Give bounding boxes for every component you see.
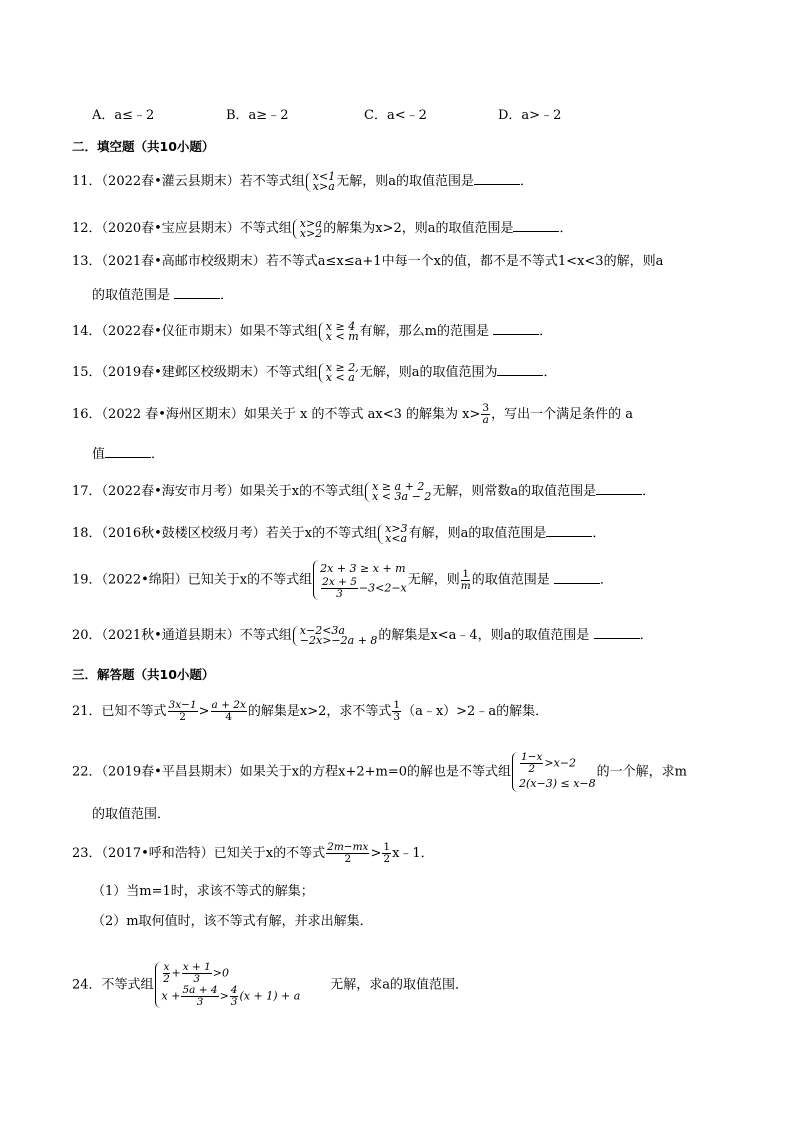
question-23-part-2: （2）m取何值时，该不等式有解，并求出解集． (92, 914, 373, 929)
fraction: $\frac{a + 2x}{4}$ (211, 699, 246, 723)
question-text: 的取值范围是 (92, 288, 171, 303)
option-b: B．a≥﹣2 (226, 108, 289, 123)
question-text: 24．不等式组 (72, 977, 154, 993)
question-text: 22．（2019春•平昌县期末）如果关于x的方程x+2+m=0的解也是不等式组 (72, 764, 512, 780)
system-row: x < a (325, 370, 355, 384)
question-22 (72, 752, 687, 792)
system-row: x>2 (299, 226, 323, 240)
fraction: $\frac{2m-mx}{2}$ (327, 841, 369, 865)
question-text: 值 (92, 447, 106, 462)
question-22-cont: 的取值范围． (92, 807, 171, 822)
answer-blank[interactable] (493, 322, 539, 335)
question-23-part-1: （1）当m=1时，求该不等式的解集； (92, 884, 314, 899)
question-19: 19．（2022•绵阳）已知关于x的不等式组 2x + 3 ≥ x + m $\frac{2x + 5}{3}$ −3<2−x 无解，则 $\frac{1}{m}$ 的取值范围是 ． (72, 562, 613, 600)
question-15: 15．（2019春•建邺区校级期末）不等式组 x ≥ 2, x < a 无解，则a的取值范围为 ． (72, 360, 557, 384)
system-row: x ≥ a + 2 (372, 479, 425, 493)
inequality-system (319, 360, 359, 384)
question-text: x﹣1． (392, 846, 434, 861)
question-text: 19．（2022•绵阳）已知关于x的不等式组 (72, 572, 313, 588)
question-text: 23．（2017•呼和浩特）已知关于x的不等式 (72, 846, 326, 861)
question-text: 的一个解，求m (596, 764, 687, 780)
system-row: x−2<3a (299, 623, 345, 637)
system-row: x + $\frac{5a + 4}{3}$ > $\frac{4}{3}$ (x + 1) + a (161, 984, 301, 1008)
system-row: $\frac{1-x}{2}$ >x−2 (521, 751, 577, 775)
question-21: 21．已知不等式 $\frac{3x-1}{2}$ > $\frac{a + 2x}{4}$ 的解集是x>2，求不等式 $\frac{1}{3}$ （a﹣x）>2﹣a的解集． (72, 699, 549, 723)
question-18: 18．（2016秋•鼓楼区校级月考）若关于x的不等式组 x>3 x<a 有解，则a的取值范围是 ． (72, 521, 606, 545)
question-11: 11．（2022春•灌云县期末）若不等式组 x<1 x>a 无解，则a的取值范围是 ． (72, 169, 533, 193)
option-a: A．a≤﹣2 (92, 108, 155, 123)
inequality-system (155, 962, 301, 1008)
fraction: $\frac{1}{3}$ (393, 699, 401, 723)
option-c: C．a<﹣2 (364, 108, 427, 123)
question-text: 的解集为x>2，则a的取值范围是 (323, 221, 514, 236)
inequality-system (293, 216, 323, 240)
answer-blank[interactable] (474, 172, 520, 185)
system-row: x < m (325, 329, 359, 343)
question-13: 13．（2021春•高邮市校级期末）若不等式a≤x≤a+1中每一个x的值，都不是不等式1<x<3的解，则a (72, 254, 664, 269)
question-text: 无解，则 (407, 572, 460, 588)
question-16 (72, 403, 633, 426)
question-text: 有解，那么m的范围是 (359, 324, 489, 339)
answer-blank[interactable] (554, 571, 600, 584)
answer-blank[interactable] (546, 524, 592, 537)
question-text: 21．已知不等式 (72, 704, 167, 719)
question-text: ，写出一个满足条件的 a (491, 407, 633, 422)
inequality-system (293, 623, 378, 647)
system-row: $\frac{2x + 5}{3}$ −3<2−x (322, 576, 407, 600)
inequality-system (306, 169, 336, 193)
question-text: 无解，求a的取值范围． (330, 977, 468, 993)
system-row: x<a (385, 531, 408, 545)
option-d: D．a>﹣2 (498, 108, 562, 123)
question-text: 14．（2022春•仪征市期末）如果不等式组 (72, 324, 318, 339)
question-text: 18．（2016秋•鼓楼区校级月考）若关于x的不等式组 (72, 526, 378, 541)
system-row: x>a (299, 216, 322, 230)
question-13-cont: 的取值范围是 ． (92, 288, 234, 303)
question-24 (72, 962, 468, 1008)
system-row: x>a (312, 179, 335, 193)
system-row: $\frac{x}{2}$ + $\frac{x + 1}{3}$ >0 (163, 961, 229, 985)
answer-blank[interactable] (594, 626, 640, 639)
question-12: 12．（2020春•宝应县期末）不等式组 x>a x>2 的解集为x>2，则a的取值范围是 ． (72, 216, 573, 240)
question-text: 16．（2022 春•海州区期末）如果关于 x 的不等式 ax<3 的解集为 x> (72, 407, 481, 422)
question-text: 的解集是x<a﹣4，则a的取值范围是 (378, 628, 590, 643)
question-text: （a﹣x）>2﹣a的解集． (402, 704, 549, 719)
answer-blank[interactable] (174, 286, 220, 299)
question-14: 14．（2022春•仪征市期末）如果不等式组 x ≥ 4 x < m 有解，那么m的范围是 ． (72, 319, 553, 343)
question-text: 无解，则常数a的取值范围是 (432, 484, 597, 499)
answer-blank[interactable] (596, 482, 642, 495)
question-text: 15．（2019春•建邺区校级期末）不等式组 (72, 365, 318, 380)
system-row: x<1 (312, 169, 336, 183)
system-row: x ≥ 2, (325, 360, 359, 374)
question-text: 12．（2020春•宝应县期末）不等式组 (72, 221, 292, 236)
system-row: −2x>−2a + 8 (299, 633, 378, 647)
section-heading-solve: 三．解答题（共10小题） (72, 667, 215, 682)
question-16-cont: 值 ． (92, 447, 165, 462)
system-row: x>3 (385, 521, 408, 535)
fraction: $\frac{1}{2}$ (383, 841, 391, 865)
answer-blank[interactable] (497, 363, 543, 376)
section-heading-fill: 二．填空题（共10小题） (72, 139, 215, 154)
question-text: 的解集是x>2，求不等式 (247, 704, 392, 719)
question-17: 17．（2022春•海安市月考）如果关于x的不等式组 x ≥ a + 2 x < 3a − 2 无解，则常数a的取值范围是 ． (72, 479, 656, 503)
inequality-system (378, 521, 408, 545)
answer-blank[interactable] (513, 219, 559, 232)
question-20: 20．（2021秋•通道县期末）不等式组 x−2<3a −2x>−2a + 8 的解集是x<a﹣4，则a的取值范围是 ． (72, 623, 653, 647)
fraction: $\frac{3x-1}{2}$ (168, 699, 197, 723)
inequality-system (512, 752, 596, 792)
question-text: 20．（2021秋•通道县期末）不等式组 (72, 628, 292, 643)
question-23: 23．（2017•呼和浩特）已知关于x的不等式 $\frac{2m-mx}{2}$ > $\frac{1}{2}$ x﹣1． (72, 841, 434, 865)
system-row: 2x + 3 ≥ x + m (320, 562, 406, 575)
question-text: 无解，则a的取值范围为 (359, 365, 498, 380)
fraction: $\frac{3}{a}$ (482, 402, 490, 426)
question-text: 有解，则a的取值范围是 (408, 526, 547, 541)
system-row: x < 3a − 2 (372, 489, 432, 503)
answer-blank[interactable] (105, 445, 151, 458)
fraction: $\frac{1}{m}$ (460, 567, 471, 592)
system-row: 2(x−3) ≤ x−8 (519, 777, 596, 790)
question-text: 的取值范围是 (471, 572, 550, 588)
inequality-system (365, 479, 432, 503)
system-row: x ≥ 4 (325, 319, 356, 333)
question-text: 11．（2022春•灌云县期末）若不等式组 (72, 174, 305, 189)
inequality-system (319, 319, 359, 343)
question-text: 17．（2022春•海安市月考）如果关于x的不等式组 (72, 484, 365, 499)
question-text: 无解，则a的取值范围是 (336, 174, 474, 189)
inequality-system (313, 560, 407, 600)
